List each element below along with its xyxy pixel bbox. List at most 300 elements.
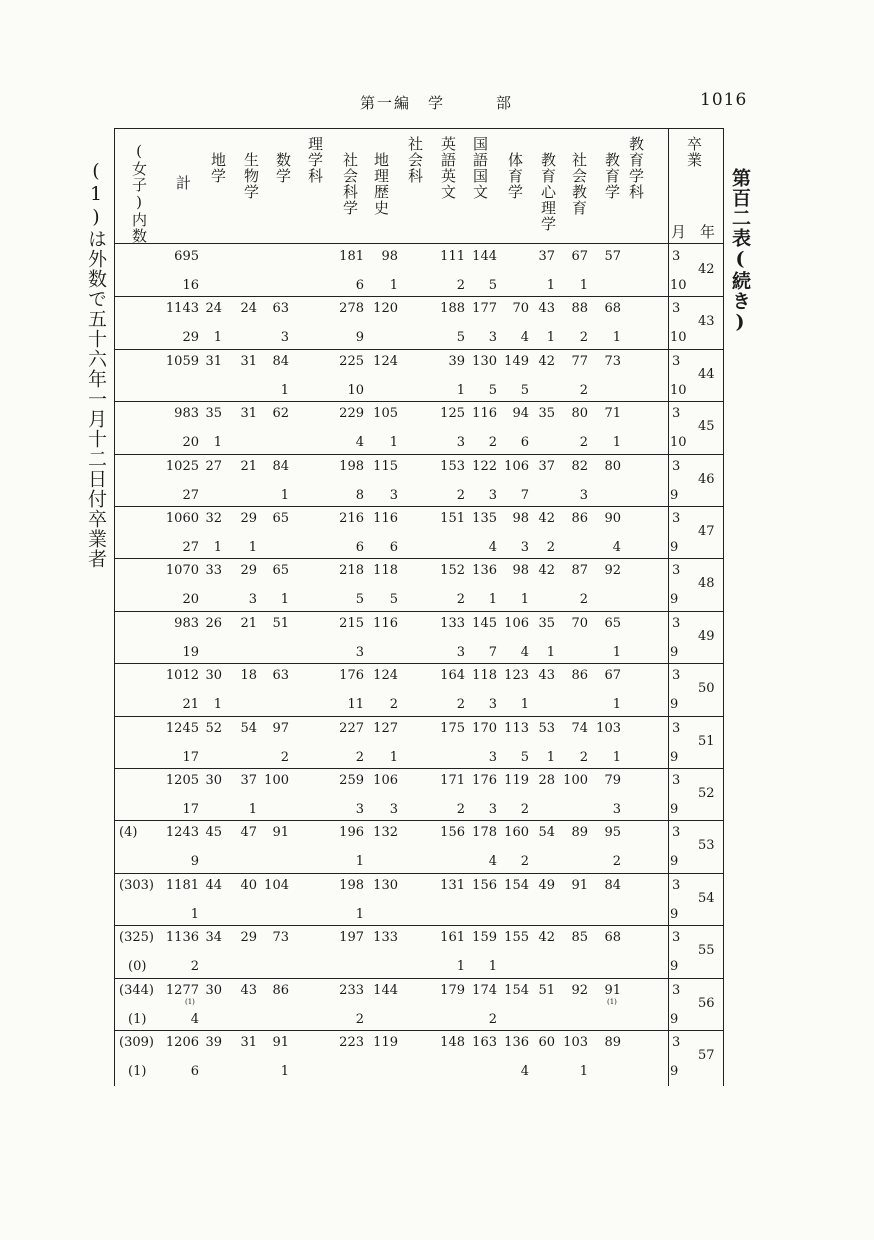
- table-cell-seibutsu-female: 1: [248, 802, 257, 817]
- table-cell-taiiku: 154: [504, 878, 529, 893]
- table-cell-shinri: 51: [538, 983, 555, 998]
- table-cell-total-female: 6: [190, 1064, 199, 1079]
- table-cell-taiiku: 106: [504, 616, 529, 631]
- table-cell-shakaikagaku-female: 2: [355, 750, 364, 765]
- table-cell-taiiku-female: 5: [520, 750, 529, 765]
- table-cell-chirireki: 144: [373, 983, 398, 998]
- table-cell-shakaikagaku: 198: [339, 878, 364, 893]
- table-cell-taiiku-female: 4: [520, 330, 529, 345]
- table-cell-total-female: 17: [182, 750, 199, 765]
- female-count-note: (4): [119, 825, 138, 840]
- table-cell-total: 983: [174, 406, 199, 421]
- table-cell-total-female: 4: [190, 1012, 199, 1027]
- footnote-mark: (1): [607, 998, 617, 1006]
- table-cell-seibutsu: 43: [240, 983, 257, 998]
- table-cell-chigaku: 27: [205, 459, 222, 474]
- col-header-sotsugyo: 卒業: [685, 136, 703, 168]
- table-cell-taiiku-female: 5: [520, 383, 529, 398]
- table-cell-kyoikugaku: 89: [604, 1035, 621, 1050]
- table-cell-shakaikyoiku: 92: [571, 983, 588, 998]
- col-header-eigoeibun: 英語英文: [439, 136, 457, 200]
- female-count-note: (303): [119, 878, 154, 893]
- table-cell-total: 1136: [165, 930, 199, 945]
- month-value: 9: [670, 854, 679, 869]
- table-cell-sugaku-female: 1: [280, 1064, 289, 1079]
- col-header-sugaku: 数学: [274, 152, 292, 184]
- table-cell-taiiku: 98: [512, 511, 529, 526]
- table-cell-shakaikyoiku-female: 1: [579, 1064, 588, 1079]
- row-divider: [114, 663, 724, 664]
- table-cell-shakaikagaku-female: 5: [355, 592, 364, 607]
- table-cell-eigoeibun: 153: [440, 459, 465, 474]
- female-count-note: (309): [119, 1035, 154, 1050]
- table-cell-shakaikagaku-female: 10: [347, 383, 364, 398]
- table-cell-eigoeibun: 131: [440, 878, 465, 893]
- table-cell-total: 1025: [165, 459, 199, 474]
- year-value: 55: [698, 943, 715, 958]
- table-cell-taiiku: 113: [504, 721, 529, 736]
- table-cell-shakaikagaku: 196: [339, 825, 364, 840]
- table-cell-kyoikugaku: 92: [604, 563, 621, 578]
- col-header-female: (女子)内数: [130, 142, 148, 244]
- table-cell-eigoeibun-female: 2: [456, 488, 465, 503]
- table-cell-chirireki: 130: [373, 878, 398, 893]
- table-cell-total-female: 27: [182, 540, 199, 555]
- year-value: 46: [698, 472, 715, 487]
- table-cell-chigaku-female: 1: [213, 540, 222, 555]
- table-cell-total: 1245: [165, 721, 199, 736]
- month-value: 9: [670, 592, 679, 607]
- table-cell-shakaikyoiku: 86: [571, 511, 588, 526]
- table-cell-kyoikugaku: 90: [604, 511, 621, 526]
- table-cell-shinri-female: 2: [546, 540, 555, 555]
- female-count-note: (0): [128, 959, 147, 974]
- table-cell-shinri: 35: [538, 406, 555, 421]
- month-value: 10: [670, 435, 687, 450]
- month-value: 9: [670, 488, 679, 503]
- table-cell-eigoeibun-female: 2: [456, 278, 465, 293]
- table-cell-shakaikyoiku: 77: [571, 354, 588, 369]
- table-cell-seibutsu: 29: [240, 563, 257, 578]
- table-cell-kyoikugaku-female: 4: [612, 540, 621, 555]
- table-cell-taiiku: 70: [512, 301, 529, 316]
- table-cell-taiiku-female: 7: [520, 488, 529, 503]
- table-cell-chigaku: 32: [205, 511, 222, 526]
- table-cell-sugaku-female: 2: [280, 750, 289, 765]
- table-cell-sugaku: 73: [272, 930, 289, 945]
- table-cell-shakaikyoiku-female: 2: [579, 383, 588, 398]
- table-cell-shakaikagaku: 223: [339, 1035, 364, 1050]
- table-cell-seibutsu: 37: [240, 773, 257, 788]
- table-cell-kyoikugaku: 79: [604, 773, 621, 788]
- table-cell-kyoikugaku: 73: [604, 354, 621, 369]
- table-cell-shakaikagaku: 197: [339, 930, 364, 945]
- table-cell-shakaikyoiku: 70: [571, 616, 588, 631]
- table-cell-kyoikugaku: 103: [596, 721, 621, 736]
- month-value: 10: [670, 330, 687, 345]
- header-divider: [114, 243, 724, 244]
- table-cell-kokugo: 118: [472, 668, 497, 683]
- table-cell-chirireki: 115: [373, 459, 398, 474]
- table-cell-shinri: 42: [538, 354, 555, 369]
- table-cell-chirireki-female: 6: [389, 540, 398, 555]
- table-cell-chirireki: 106: [373, 773, 398, 788]
- table-cell-chirireki: 116: [373, 616, 398, 631]
- month-value: 3: [672, 825, 681, 840]
- table-cell-shakaikyoiku-female: 2: [579, 435, 588, 450]
- table-cell-sugaku-female: 1: [280, 488, 289, 503]
- month-value: 3: [672, 511, 681, 526]
- table-cell-shakaikagaku-female: 9: [355, 330, 364, 345]
- table-cell-kyoikugaku: 84: [604, 878, 621, 893]
- table-cell-taiiku: 149: [504, 354, 529, 369]
- table-cell-shakaikagaku: 198: [339, 459, 364, 474]
- table-cell-kokugo-female: 5: [488, 278, 497, 293]
- table-cell-shakaikyoiku: 85: [571, 930, 588, 945]
- year-value: 53: [698, 838, 715, 853]
- table-cell-seibutsu: 18: [240, 668, 257, 683]
- col-header-seibutsu: 生物学: [242, 152, 260, 200]
- table-cell-taiiku: 94: [512, 406, 529, 421]
- table-cell-chigaku: 33: [205, 563, 222, 578]
- month-value: 3: [672, 563, 681, 578]
- female-count-note: (344): [119, 983, 154, 998]
- col-header-kyoikushinri: 教育心理学: [539, 152, 557, 232]
- col-header-kyoikugaku: 教育学: [603, 152, 621, 200]
- table-cell-sugaku: 84: [272, 459, 289, 474]
- table-cell-shakaikagaku-female: 4: [355, 435, 364, 450]
- table-cell-total: 1243: [165, 825, 199, 840]
- table-cell-eigoeibun: 171: [440, 773, 465, 788]
- table-cell-sugaku: 91: [272, 825, 289, 840]
- table-cell-total-female: 20: [182, 435, 199, 450]
- table-cell-total: 695: [174, 249, 199, 264]
- table-cell-chirireki-female: 3: [389, 802, 398, 817]
- female-count-note: (1): [128, 1012, 147, 1027]
- table-cell-sugaku: 100: [264, 773, 289, 788]
- row-divider: [114, 296, 724, 297]
- month-value: 3: [672, 354, 681, 369]
- table-cell-total-female: 19: [182, 645, 199, 660]
- table-cell-shakaikagaku: 218: [339, 563, 364, 578]
- table-cell-total: 1070: [165, 563, 199, 578]
- table-cell-shakaikagaku: 233: [339, 983, 364, 998]
- table-cell-sugaku: 63: [272, 301, 289, 316]
- table-cell-seibutsu-female: 1: [248, 540, 257, 555]
- col-header-shakaikagaku: 社会科学: [341, 152, 359, 216]
- table-cell-shakaikagaku: 176: [339, 668, 364, 683]
- year-value: 42: [698, 262, 715, 277]
- table-cell-kyoikugaku-female: 1: [612, 330, 621, 345]
- table-cell-taiiku-female: 4: [520, 1064, 529, 1079]
- year-value: 51: [698, 734, 715, 749]
- table-cell-shakaikyoiku: 89: [571, 825, 588, 840]
- table-cell-shinri: 37: [538, 249, 555, 264]
- table-cell-chirireki-female: 1: [389, 435, 398, 450]
- table-cell-total: 983: [174, 616, 199, 631]
- row-divider: [114, 768, 724, 769]
- table-cell-taiiku: 155: [504, 930, 529, 945]
- table-cell-shakaikyoiku: 87: [571, 563, 588, 578]
- row-divider: [114, 873, 724, 874]
- col-header-year: 年: [700, 223, 717, 241]
- month-value: 3: [672, 301, 681, 316]
- table-cell-taiiku-female: 1: [520, 697, 529, 712]
- year-value: 44: [698, 367, 715, 382]
- table-cell-shakaikyoiku: 88: [571, 301, 588, 316]
- table-cell-kokugo: 163: [472, 1035, 497, 1050]
- table-cell-chirireki: 120: [373, 301, 398, 316]
- table-cell-kyoikugaku: 71: [604, 406, 621, 421]
- table-cell-shakaikyoiku: 91: [571, 878, 588, 893]
- table-cell-sugaku: 91: [272, 1035, 289, 1050]
- row-divider: [114, 401, 724, 402]
- month-value: 3: [672, 668, 681, 683]
- table-cell-sugaku-female: 1: [280, 592, 289, 607]
- table-cell-sugaku: 63: [272, 668, 289, 683]
- table-cell-chigaku: 39: [205, 1035, 222, 1050]
- table-cell-kokugo: 174: [472, 983, 497, 998]
- table-cell-chirireki: 116: [373, 511, 398, 526]
- row-divider: [114, 558, 724, 559]
- row-divider: [114, 454, 724, 455]
- table-cell-seibutsu: 21: [240, 459, 257, 474]
- table-cell-total-female: 16: [182, 278, 199, 293]
- table-cell-kokugo-female: 2: [488, 435, 497, 450]
- table-cell-shakaikagaku: 227: [339, 721, 364, 736]
- table-cell-shakaikagaku: 259: [339, 773, 364, 788]
- table-cell-kokugo: 176: [472, 773, 497, 788]
- month-value: 9: [670, 540, 679, 555]
- row-divider: [114, 716, 724, 717]
- table-cell-eigoeibun: 151: [440, 511, 465, 526]
- table-cell-sugaku-female: 3: [280, 330, 289, 345]
- table-cell-taiiku: 98: [512, 563, 529, 578]
- table-cell-kyoikugaku: 57: [604, 249, 621, 264]
- table-cell-taiiku-female: 2: [520, 854, 529, 869]
- table-cell-eigoeibun-female: 2: [456, 697, 465, 712]
- table-cell-kokugo: 178: [472, 825, 497, 840]
- table-cell-eigoeibun: 164: [440, 668, 465, 683]
- table-cell-sugaku: 97: [272, 721, 289, 736]
- row-divider: [114, 349, 724, 350]
- table-cell-kyoikugaku: 68: [604, 930, 621, 945]
- table-cell-seibutsu: 40: [240, 878, 257, 893]
- table-cell-kokugo: 144: [472, 249, 497, 264]
- table-cell-kyoikugaku-female: 1: [612, 435, 621, 450]
- table-cell-seibutsu: 29: [240, 511, 257, 526]
- table-cell-shakaikagaku: 215: [339, 616, 364, 631]
- page-header-title: 第一編 学 部: [360, 94, 514, 112]
- table-cell-shakaikagaku-female: 3: [355, 645, 364, 660]
- table-cell-shakaikagaku-female: 11: [347, 697, 364, 712]
- table-cell-shakaikyoiku-female: 1: [579, 278, 588, 293]
- table-cell-shakaikyoiku-female: 2: [579, 592, 588, 607]
- year-value: 47: [698, 524, 715, 539]
- table-cell-shinri: 42: [538, 563, 555, 578]
- month-value: 3: [672, 721, 681, 736]
- table-cell-total: 1277: [165, 983, 199, 998]
- table-cell-chigaku: 30: [205, 773, 222, 788]
- table-cell-shakaikagaku-female: 1: [355, 854, 364, 869]
- table-cell-kokugo-female: 4: [488, 854, 497, 869]
- table-cell-chirireki: 105: [373, 406, 398, 421]
- table-cell-kyoikugaku-female: 2: [612, 854, 621, 869]
- table-title: 第百二表(続き): [729, 168, 751, 334]
- table-cell-kokugo-female: 3: [488, 750, 497, 765]
- month-value: 9: [670, 750, 679, 765]
- table-cell-chigaku-female: 1: [213, 435, 222, 450]
- table-cell-chigaku: 45: [205, 825, 222, 840]
- year-column-divider: [668, 128, 669, 1086]
- table-cell-sugaku: 62: [272, 406, 289, 421]
- table-cell-chirireki: 98: [381, 249, 398, 264]
- table-cell-eigoeibun-female: 3: [456, 435, 465, 450]
- col-header-chigaku: 地学: [209, 152, 227, 184]
- table-cell-chigaku: 31: [205, 354, 222, 369]
- table-cell-kyoikugaku: 91: [604, 983, 621, 998]
- col-header-kokugokokubun: 国語国文: [471, 136, 489, 200]
- table-cell-chigaku-female: 1: [213, 697, 222, 712]
- table-cell-total: 1181: [165, 878, 199, 893]
- table-cell-chirireki: 124: [373, 354, 398, 369]
- table-cell-shinri-female: 1: [546, 330, 555, 345]
- table-right-border: [723, 128, 724, 1086]
- table-cell-shakaikagaku: 278: [339, 301, 364, 316]
- year-value: 52: [698, 786, 715, 801]
- table-cell-seibutsu-female: 3: [248, 592, 257, 607]
- year-value: 54: [698, 891, 715, 906]
- table-cell-taiiku-female: 6: [520, 435, 529, 450]
- table-cell-shakaikyoiku-female: 2: [579, 750, 588, 765]
- table-cell-sugaku: 65: [272, 511, 289, 526]
- table-cell-eigoeibun: 148: [440, 1035, 465, 1050]
- table-cell-kyoikugaku-female: 1: [612, 645, 621, 660]
- table-cell-kokugo: 135: [472, 511, 497, 526]
- table-cell-seibutsu: 47: [240, 825, 257, 840]
- table-cell-kokugo-female: 5: [488, 383, 497, 398]
- year-value: 50: [698, 681, 715, 696]
- month-value: 10: [670, 278, 687, 293]
- table-cell-kyoikugaku-female: 3: [612, 802, 621, 817]
- month-value: 3: [672, 459, 681, 474]
- table-cell-seibutsu: 54: [240, 721, 257, 736]
- col-header-total: 計: [174, 175, 192, 191]
- month-value: 3: [672, 616, 681, 631]
- table-cell-eigoeibun: 156: [440, 825, 465, 840]
- table-cell-kokugo-female: 3: [488, 330, 497, 345]
- table-cell-eigoeibun: 188: [440, 301, 465, 316]
- table-cell-shinri: 43: [538, 301, 555, 316]
- table-cell-taiiku: 106: [504, 459, 529, 474]
- table-cell-chigaku: 30: [205, 983, 222, 998]
- table-cell-total: 1060: [165, 511, 199, 526]
- table-cell-eigoeibun: 111: [440, 249, 465, 264]
- month-value: 9: [670, 907, 679, 922]
- year-value: 49: [698, 629, 715, 644]
- table-cell-chigaku: 52: [205, 721, 222, 736]
- table-cell-chirireki: 118: [373, 563, 398, 578]
- table-cell-chigaku: 26: [205, 616, 222, 631]
- table-cell-kyoikugaku-female: 1: [612, 750, 621, 765]
- month-value: 3: [672, 930, 681, 945]
- month-value: 9: [670, 959, 679, 974]
- month-value: 3: [672, 878, 681, 893]
- col-header-kyoikugakka: 教育学科: [627, 136, 645, 200]
- year-value: 48: [698, 576, 715, 591]
- table-cell-sugaku: 104: [264, 878, 289, 893]
- table-cell-total-female: 20: [182, 592, 199, 607]
- table-cell-total-female: 9: [190, 854, 199, 869]
- row-divider: [114, 925, 724, 926]
- table-cell-total-female: 27: [182, 488, 199, 503]
- table-cell-chirireki: 127: [373, 721, 398, 736]
- month-value: 3: [672, 983, 681, 998]
- table-cell-eigoeibun-female: 2: [456, 592, 465, 607]
- table-cell-chigaku: 44: [205, 878, 222, 893]
- row-divider: [114, 611, 724, 612]
- table-cell-chirireki: 133: [373, 930, 398, 945]
- table-cell-seibutsu: 31: [240, 406, 257, 421]
- table-cell-taiiku-female: 4: [520, 645, 529, 660]
- table-cell-total: 1012: [165, 668, 199, 683]
- footnote-mark: (1): [185, 998, 195, 1006]
- table-cell-eigoeibun-female: 2: [456, 802, 465, 817]
- month-value: 10: [670, 383, 687, 398]
- table-cell-total-female: 21: [182, 697, 199, 712]
- month-value: 3: [672, 1035, 681, 1050]
- table-cell-kyoikugaku: 80: [604, 459, 621, 474]
- table-cell-shakaikyoiku: 82: [571, 459, 588, 474]
- table-cell-kokugo: 170: [472, 721, 497, 736]
- table-cell-kokugo: 159: [472, 930, 497, 945]
- table-cell-taiiku: 160: [504, 825, 529, 840]
- table-cell-shakaikagaku-female: 2: [355, 1012, 364, 1027]
- table-cell-sugaku-female: 1: [280, 383, 289, 398]
- table-cell-shinri: 28: [538, 773, 555, 788]
- table-cell-shakaikagaku-female: 8: [355, 488, 364, 503]
- row-divider: [114, 820, 724, 821]
- table-cell-kokugo-female: 7: [488, 645, 497, 660]
- table-cell-kokugo: 116: [472, 406, 497, 421]
- table-cell-shakaikagaku: 181: [339, 249, 364, 264]
- table-cell-chirireki: 124: [373, 668, 398, 683]
- table-cell-shakaikagaku-female: 6: [355, 540, 364, 555]
- table-cell-seibutsu: 21: [240, 616, 257, 631]
- table-cell-taiiku: 154: [504, 983, 529, 998]
- table-cell-chirireki-female: 3: [389, 488, 398, 503]
- year-value: 57: [698, 1048, 715, 1063]
- table-cell-eigoeibun: 152: [440, 563, 465, 578]
- month-value: 9: [670, 802, 679, 817]
- table-top-border: [114, 128, 724, 129]
- female-count-note: (325): [119, 930, 154, 945]
- table-cell-chirireki-female: 2: [389, 697, 398, 712]
- table-cell-shinri: 35: [538, 616, 555, 631]
- table-cell-kokugo: 156: [472, 878, 497, 893]
- table-cell-total-female: 2: [190, 959, 199, 974]
- table-cell-shakaikagaku: 225: [339, 354, 364, 369]
- year-value: 56: [698, 996, 715, 1011]
- table-cell-shinri-female: 1: [546, 278, 555, 293]
- table-cell-sugaku: 65: [272, 563, 289, 578]
- table-cell-kyoikugaku: 67: [604, 668, 621, 683]
- table-cell-sugaku: 51: [272, 616, 289, 631]
- table-cell-taiiku-female: 3: [520, 540, 529, 555]
- table-cell-chigaku: 34: [205, 930, 222, 945]
- table-cell-eigoeibun: 161: [440, 930, 465, 945]
- table-cell-shakaikyoiku: 103: [563, 1035, 588, 1050]
